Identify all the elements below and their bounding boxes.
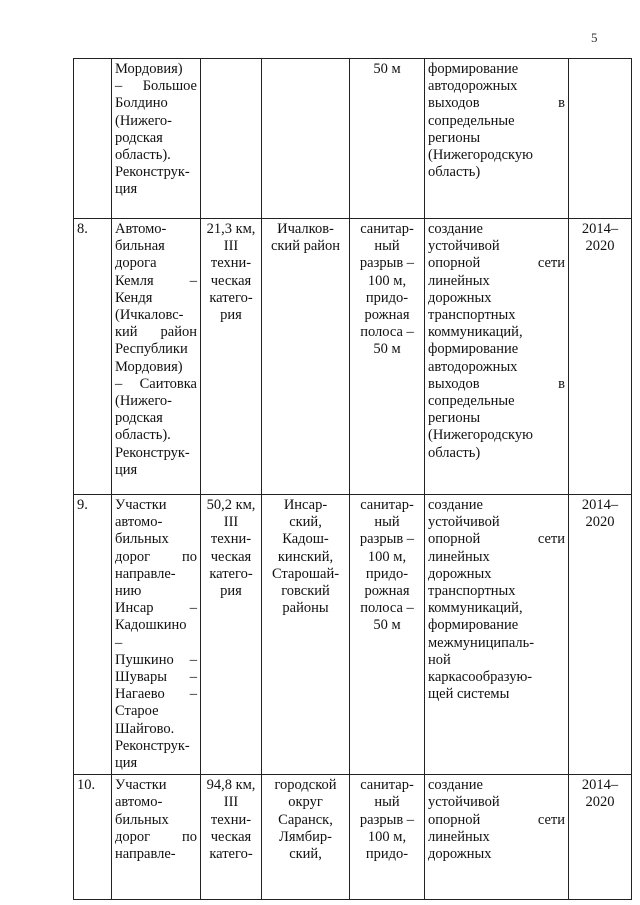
roads-table: [73, 58, 632, 900]
road-zone-cell: [350, 59, 425, 219]
road-name-cell: [112, 219, 201, 495]
cell-line: устойчивой: [428, 794, 500, 811]
table-row: [74, 495, 632, 775]
cell-line: создание: [428, 497, 483, 513]
cell-line: линейных: [428, 548, 490, 565]
cell-line: ский,: [289, 514, 322, 531]
cell-line: санитар-: [360, 221, 414, 237]
cell-line: сопредельные: [428, 112, 515, 129]
cell-line: Кадош-: [282, 531, 329, 548]
road-goal-cell: [425, 495, 569, 775]
cell-line: транспортных: [428, 583, 516, 600]
road-zone-cell: [350, 495, 425, 775]
cell-line: (Нижегородскую: [428, 147, 533, 164]
cell-line: 100 м,: [367, 548, 407, 565]
cell-line: техни-: [210, 531, 252, 548]
cell-line: ческая: [210, 272, 252, 289]
cell-line: (Ичкаловс-: [115, 307, 184, 324]
cell-line: 2020: [585, 794, 615, 811]
cell-line: автодорожных: [428, 78, 518, 95]
cell-line: Пушкино –: [115, 651, 197, 668]
cell-line: ческая: [210, 828, 252, 845]
road-length-cell: [201, 495, 262, 775]
cell-line: Мордовия): [115, 358, 183, 375]
cell-line: санитар-: [360, 497, 414, 513]
cell-line: ция: [115, 181, 138, 198]
cell-line: ция: [115, 461, 138, 478]
cell-line: Инсар-: [283, 497, 328, 513]
cell-line: Кемля –: [115, 272, 197, 289]
cell-line: бильных: [115, 811, 169, 828]
cell-line: техни-: [210, 255, 252, 272]
cell-line: создание: [428, 777, 483, 794]
cell-line: ция: [115, 755, 138, 772]
cell-line: катего-: [209, 289, 253, 306]
road-name-cell: [112, 775, 201, 900]
cell-line: придо-: [365, 565, 409, 582]
cell-line: направле-: [115, 846, 176, 863]
cell-line: Кадошкино: [115, 617, 187, 634]
cell-line: Старошай-: [271, 565, 340, 582]
cell-line: районы: [282, 600, 329, 617]
cell-line: ский район: [270, 238, 341, 255]
cell-line: каркасообразую-: [428, 669, 533, 686]
cell-line: полоса –: [360, 324, 414, 341]
road-name-cell: [112, 495, 201, 775]
cell-line: выходов в: [428, 375, 565, 392]
cell-line: 50 м: [373, 617, 401, 634]
cell-line: дорога: [115, 255, 157, 272]
cell-line: III: [223, 794, 239, 811]
cell-line: 2020: [585, 238, 615, 255]
road-length-cell: [201, 219, 262, 495]
cell-line: III: [223, 238, 239, 255]
cell-line: автомо-: [115, 514, 163, 531]
cell-line: 2014–: [581, 777, 619, 794]
cell-line: разрыв –: [359, 255, 415, 272]
cell-line: дорожных: [428, 565, 492, 582]
cell-line: Реконструк-: [115, 164, 190, 181]
cell-line: придо-: [365, 846, 409, 863]
cell-line: Республики: [115, 341, 188, 358]
road-length-cell: [201, 775, 262, 900]
cell-line: 50 м: [373, 61, 401, 77]
cell-line: III: [223, 514, 239, 531]
cell-line: автодорожных: [428, 358, 518, 375]
cell-line: рожная: [364, 307, 410, 324]
cell-line: дорожных: [428, 846, 492, 863]
cell-line: 50,2 км,: [206, 497, 256, 513]
cell-line: опорной сети: [428, 255, 565, 272]
cell-line: устойчивой: [428, 238, 500, 255]
road-area-cell: [262, 775, 350, 900]
cell-line: кинский,: [277, 548, 334, 565]
cell-line: ный: [374, 514, 400, 531]
cell-line: 2014–: [581, 221, 619, 237]
road-term-cell: [569, 219, 632, 495]
cell-line: говский: [281, 583, 330, 600]
road-term-cell: [569, 495, 632, 775]
cell-line: линейных: [428, 272, 490, 289]
cell-line: 50 м: [373, 341, 401, 358]
cell-line: Мордовия): [115, 61, 183, 77]
table-row: [74, 59, 632, 219]
cell-line: разрыв –: [359, 531, 415, 548]
cell-line: направле-: [115, 565, 176, 582]
road-term-cell: [569, 775, 632, 900]
row-number-cell: 8.: [74, 219, 112, 495]
road-goal-cell: [425, 219, 569, 495]
cell-line: катего-: [209, 565, 253, 582]
road-length-cell: [201, 59, 262, 219]
cell-line: 2020: [585, 514, 615, 531]
cell-line: область).: [115, 147, 171, 164]
cell-line: щей системы: [428, 686, 510, 703]
cell-line: –: [115, 634, 123, 651]
road-term-cell: [569, 59, 632, 219]
cell-line: 21,3 км,: [206, 221, 256, 237]
road-zone-cell: [350, 219, 425, 495]
cell-line: дорожных: [428, 289, 492, 306]
page-number: 5: [591, 30, 598, 45]
cell-line: ной: [428, 651, 451, 668]
cell-line: 2014–: [581, 497, 619, 513]
road-area-cell: [262, 495, 350, 775]
cell-line: устойчивой: [428, 514, 500, 531]
cell-line: Нагаево –: [115, 686, 197, 703]
cell-line: ческая: [210, 548, 252, 565]
road-area-cell: [262, 59, 350, 219]
cell-line: формирование: [428, 341, 519, 358]
cell-line: бильная: [115, 238, 165, 255]
cell-line: Болдино: [115, 95, 168, 112]
cell-line: (Нижего-: [115, 112, 172, 129]
cell-line: родская: [115, 129, 163, 146]
row-number-cell: 9.: [74, 495, 112, 775]
cell-line: Участки: [115, 777, 167, 794]
cell-line: область).: [115, 427, 171, 444]
cell-line: – Большое: [115, 78, 197, 95]
cell-line: дорог по: [115, 828, 197, 845]
cell-line: ный: [374, 238, 400, 255]
cell-line: Реконструк-: [115, 444, 190, 461]
cell-line: катего-: [209, 846, 253, 863]
cell-line: опорной сети: [428, 811, 565, 828]
cell-line: разрыв –: [359, 811, 415, 828]
cell-line: нию: [115, 583, 142, 600]
cell-line: регионы: [428, 410, 481, 427]
cell-line: ский,: [289, 846, 322, 863]
cell-line: родская: [115, 410, 163, 427]
cell-line: 94,8 км,: [206, 777, 256, 794]
cell-line: линейных: [428, 828, 490, 845]
cell-line: формирование: [428, 617, 519, 634]
row-number-cell: 10.: [74, 775, 112, 900]
cell-line: Саранск,: [278, 811, 333, 828]
cell-line: Автомо-: [115, 221, 167, 237]
cell-line: санитар-: [360, 777, 414, 794]
cell-line: Кендя: [115, 289, 153, 306]
cell-line: дорог по: [115, 548, 197, 565]
cell-line: бильных: [115, 531, 169, 548]
cell-line: 100 м,: [367, 272, 407, 289]
cell-line: рия: [220, 307, 242, 324]
cell-line: – Саитовка: [115, 375, 197, 392]
table-row: [74, 219, 632, 495]
cell-line: ный: [374, 794, 400, 811]
cell-line: (Нижего-: [115, 393, 172, 410]
cell-line: транспортных: [428, 307, 516, 324]
cell-line: полоса –: [360, 600, 414, 617]
road-area-cell: [262, 219, 350, 495]
cell-line: область): [428, 444, 481, 461]
cell-line: автомо-: [115, 794, 163, 811]
cell-line: межмуниципаль-: [428, 634, 535, 651]
road-zone-cell: [350, 775, 425, 900]
cell-line: Ичалков-: [277, 221, 334, 237]
road-goal-cell: [425, 775, 569, 900]
cell-line: кий район: [115, 324, 197, 341]
cell-line: (Нижегородскую: [428, 427, 533, 444]
cell-line: округ: [288, 794, 323, 811]
cell-line: Шувары –: [115, 669, 197, 686]
cell-line: городской: [274, 777, 337, 794]
cell-line: сопредельные: [428, 393, 515, 410]
cell-line: создание: [428, 221, 483, 237]
table-row: [74, 775, 632, 900]
row-number-cell: [74, 59, 112, 219]
cell-line: коммуникаций,: [428, 324, 523, 341]
road-name-cell: [112, 59, 201, 219]
cell-line: регионы: [428, 129, 481, 146]
road-goal-cell: [425, 59, 569, 219]
cell-line: рия: [220, 583, 242, 600]
cell-line: коммуникаций,: [428, 600, 523, 617]
cell-line: формирование: [428, 61, 519, 77]
cell-line: придо-: [365, 289, 409, 306]
cell-line: область): [428, 164, 481, 181]
cell-line: техни-: [210, 811, 252, 828]
cell-line: Реконструк-: [115, 737, 190, 754]
cell-line: выходов в: [428, 95, 565, 112]
cell-line: Шайгово.: [115, 720, 175, 737]
cell-line: опорной сети: [428, 531, 565, 548]
cell-line: Инсар –: [115, 600, 197, 617]
cell-line: 100 м,: [367, 828, 407, 845]
cell-line: Участки: [115, 497, 167, 513]
cell-line: Старое: [115, 703, 159, 720]
cell-line: Лямбир-: [279, 828, 332, 845]
cell-line: рожная: [364, 583, 410, 600]
